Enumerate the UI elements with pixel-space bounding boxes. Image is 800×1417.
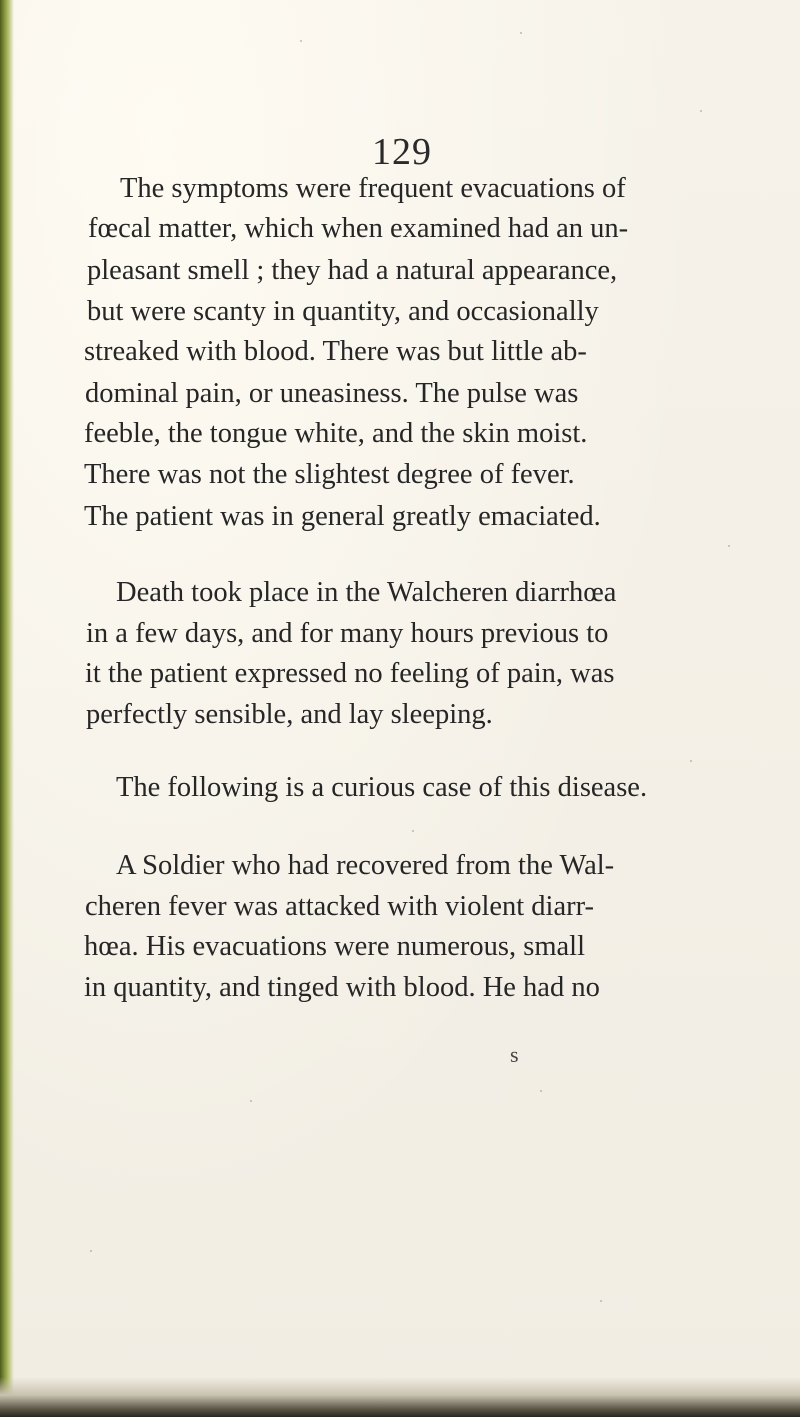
text-line: dominal pain, or uneasiness. The pulse was	[85, 378, 579, 409]
text-line: streaked with blood. There was but little ab-	[84, 336, 587, 367]
text-line: fœcal matter, which when examined had an un-	[88, 213, 629, 244]
text-line: The symptoms were frequent evacuations of	[120, 173, 626, 204]
binding-edge	[0, 0, 14, 1417]
text-line: in quantity, and tinged with blood. He had no	[84, 972, 600, 1003]
page-number: 129	[372, 131, 432, 173]
text-line: pleasant smell ; they had a natural appearance,	[87, 255, 618, 286]
text-line: hœa. His evacuations were numerous, small	[84, 931, 585, 962]
text-line: but were scanty in quantity, and occasionally	[87, 296, 599, 327]
text-line: There was not the slightest degree of fever.	[84, 459, 575, 490]
text-line: Death took place in the Walcheren diarrhœa	[116, 577, 617, 608]
text-line: perfectly sensible, and lay sleeping.	[86, 699, 493, 730]
text-line: The patient was in general greatly emaciated.	[84, 501, 601, 532]
text-line: A Soldier who had recovered from the Wal-	[116, 850, 615, 881]
text-line: it the patient expressed no feeling of pain, was	[85, 658, 615, 689]
text-line: in a few days, and for many hours previous to	[86, 618, 609, 649]
text-line: The following is a curious case of this disease.	[116, 772, 648, 803]
text-line: feeble, the tongue white, and the skin moist.	[84, 418, 588, 449]
page-bottom-edge	[0, 1377, 800, 1417]
signature-mark: s	[510, 1042, 519, 1067]
text-line: cheren fever was attacked with violent diarr-	[85, 891, 595, 922]
